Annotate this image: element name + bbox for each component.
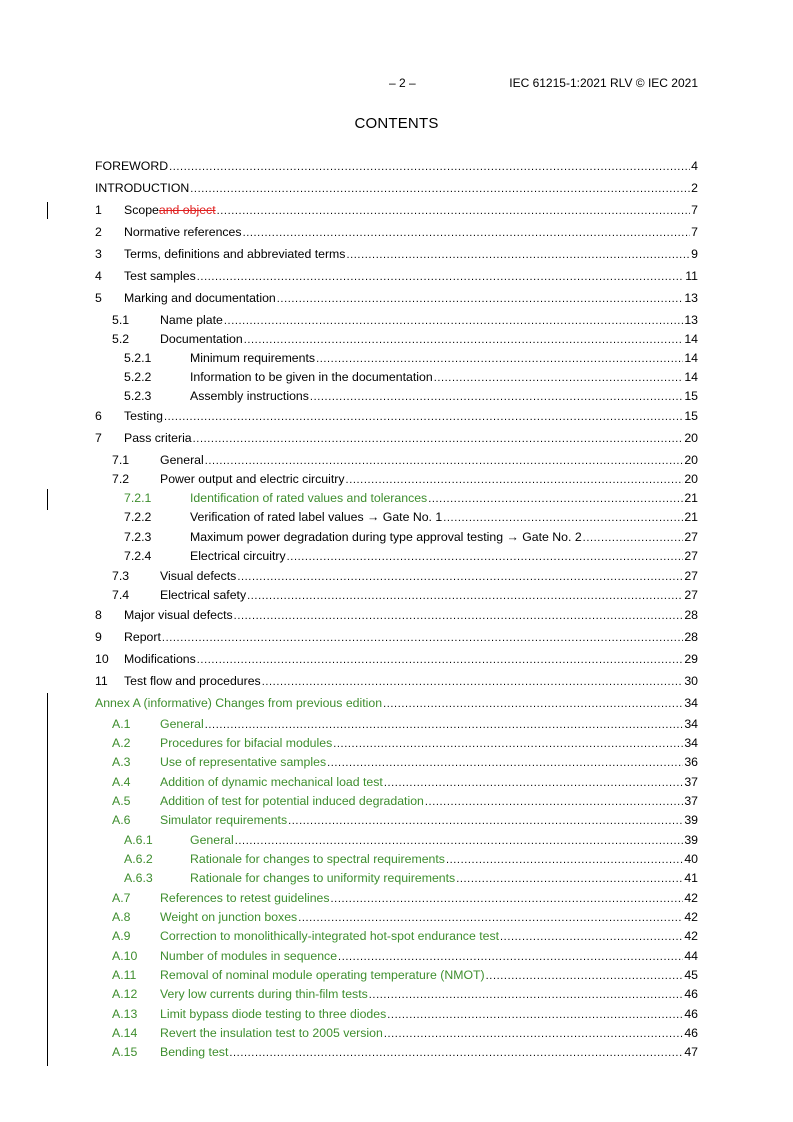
toc-entry-title: Name plate xyxy=(160,313,223,327)
toc-entry-number: 10 xyxy=(95,652,109,666)
toc-entry-number: 6 xyxy=(95,409,102,423)
toc-entry-number: 8 xyxy=(95,608,102,622)
toc-entry-title: Bending test xyxy=(160,1045,229,1059)
toc-entry-number: A.9 xyxy=(112,929,131,943)
toc-entry-page: 7 xyxy=(691,225,698,239)
toc-entry-title: Use of representative samples xyxy=(160,755,327,769)
toc-leader-dots xyxy=(310,388,683,407)
toc-entry-title: Marking and documentation xyxy=(124,291,276,305)
toc-entry-number: A.7 xyxy=(112,891,131,905)
toc-leader-dots xyxy=(384,1025,683,1044)
toc-entry-title: Correction to monolithically-integrated hot-spot endurance test xyxy=(160,929,500,943)
toc-leader-dots xyxy=(346,471,684,490)
toc-entry-title: Test samples xyxy=(124,269,196,283)
toc-leader-dots xyxy=(235,832,684,851)
toc-entry[interactable] xyxy=(112,311,698,330)
toc-entry-title: Report xyxy=(124,630,161,644)
toc-entry[interactable] xyxy=(112,811,698,830)
toc-entry[interactable] xyxy=(112,889,698,908)
toc-entry-number: A.6.3 xyxy=(124,871,153,885)
toc-entry-number: 5.2 xyxy=(112,332,130,346)
toc-entry-page: 42 xyxy=(684,910,698,924)
toc-entry-title: Weight on junction boxes xyxy=(160,910,298,924)
toc-entry-title: Power output and electric circuitry xyxy=(160,472,345,486)
toc-entry[interactable] xyxy=(112,773,698,792)
toc-entry-page: 20 xyxy=(684,453,698,467)
toc-entry-title: Visual defects xyxy=(160,569,237,583)
toc-leader-dots xyxy=(387,1006,683,1025)
toc-entry-title: Very low currents during thin-film tests xyxy=(160,987,368,1001)
toc-entry[interactable] xyxy=(95,650,698,669)
toc-entry[interactable] xyxy=(95,267,698,286)
toc-leader-dots xyxy=(197,268,684,287)
toc-leader-dots xyxy=(237,568,683,587)
toc-entry-title: Removal of nominal module operating temperature (NMOT) xyxy=(160,968,485,982)
toc-entry-page: 40 xyxy=(684,852,698,866)
toc-entry-title: FOREWORD xyxy=(95,159,169,173)
toc-entry-number: A.10 xyxy=(112,949,138,963)
toc-entry-page: 37 xyxy=(684,794,698,808)
toc-entry-page: 15 xyxy=(684,389,698,403)
toc-entry[interactable] xyxy=(112,927,698,946)
toc-entry-title: Annex A (informative) Changes from previous edition xyxy=(95,696,383,710)
toc-entry-page: 7 xyxy=(691,203,698,217)
toc-leader-dots xyxy=(331,890,684,909)
toc-entry-title: Addition of dynamic mechanical load test xyxy=(160,775,383,789)
toc-entry-page: 21 xyxy=(684,510,698,524)
toc-entry[interactable] xyxy=(112,330,698,349)
toc-entry[interactable] xyxy=(112,1005,698,1024)
toc-leader-dots xyxy=(428,490,683,509)
toc-entry-page: 34 xyxy=(684,696,698,710)
toc-entry-title: Information to be given in the documentation xyxy=(190,370,433,384)
toc-entry-title: Test flow and procedures xyxy=(124,674,261,688)
toc-leader-dots xyxy=(229,1044,683,1063)
toc-leader-dots xyxy=(197,651,684,670)
toc-leader-dots xyxy=(333,735,683,754)
toc-entry-title: Modifications xyxy=(124,652,196,666)
toc-entry-page: 47 xyxy=(684,1045,698,1059)
toc-entry[interactable] xyxy=(124,831,698,850)
toc-entry-title: General xyxy=(160,717,204,731)
toc-leader-dots xyxy=(262,673,684,692)
toc-leader-dots xyxy=(425,793,683,812)
toc-leader-dots xyxy=(217,202,691,221)
toc-entry[interactable] xyxy=(124,349,698,368)
toc-entry-number: A.13 xyxy=(112,1007,138,1021)
toc-leader-dots xyxy=(277,290,684,309)
toc-entry-title: Electrical safety xyxy=(160,588,247,602)
toc-entry-number: 5 xyxy=(95,291,102,305)
toc-entry-number: 1 xyxy=(95,203,102,217)
toc-entry-page: 14 xyxy=(684,351,698,365)
toc-entry[interactable] xyxy=(95,429,698,448)
toc-entry-page: 34 xyxy=(684,736,698,750)
toc-entry-number: 2 xyxy=(95,225,102,239)
toc-entry[interactable] xyxy=(124,387,698,406)
change-bar xyxy=(47,693,48,1066)
toc-entry[interactable] xyxy=(112,966,698,985)
toc-entry-page: 46 xyxy=(684,987,698,1001)
toc-entry[interactable] xyxy=(124,528,698,547)
toc-leader-dots xyxy=(369,986,684,1005)
toc-entry-title: Minimum requirements xyxy=(190,351,316,365)
toc-entry-number: 7.2 xyxy=(112,472,130,486)
toc-entry[interactable] xyxy=(112,792,698,811)
toc-entry-title: Verification of rated label values → Gate No. 1 xyxy=(190,510,443,524)
toc-entry[interactable] xyxy=(124,547,698,566)
toc-entry-page: 46 xyxy=(684,1026,698,1040)
toc-entry-title: INTRODUCTION xyxy=(95,181,190,195)
page-header xyxy=(95,76,698,92)
toc-leader-dots xyxy=(298,909,683,928)
toc-entry-page: 13 xyxy=(684,291,698,305)
toc-leader-dots xyxy=(583,529,684,548)
toc-entry-page: 39 xyxy=(684,813,698,827)
toc-entry-number: A.3 xyxy=(112,755,131,769)
toc-entry[interactable] xyxy=(112,586,698,605)
toc-leader-dots xyxy=(486,967,684,986)
toc-entry[interactable] xyxy=(95,245,698,264)
toc-entry-title: Testing xyxy=(124,409,163,423)
toc-entry-number: 5.2.3 xyxy=(124,389,152,403)
toc-entry-title: General xyxy=(190,833,234,847)
toc-entry-page: 2 xyxy=(691,181,698,195)
toc-leader-dots xyxy=(446,851,683,870)
toc-entry-page: 20 xyxy=(684,472,698,486)
toc-entry-page: 27 xyxy=(684,530,698,544)
toc-leader-dots xyxy=(288,812,683,831)
toc-entry-number: 7.2.2 xyxy=(124,510,152,524)
toc-entry[interactable] xyxy=(124,869,698,888)
toc-entry-number: 5.1 xyxy=(112,313,130,327)
page-number: – 2 – xyxy=(389,76,416,90)
toc-leader-dots xyxy=(443,509,683,528)
toc-entry-number: A.8 xyxy=(112,910,131,924)
toc-leader-dots xyxy=(384,774,683,793)
toc-entry-number: A.1 xyxy=(112,717,131,731)
page-title: CONTENTS xyxy=(354,115,439,132)
toc-entry-number: 7 xyxy=(95,431,102,445)
toc-entry[interactable] xyxy=(95,201,698,220)
toc-entry-title: Number of modules in sequence xyxy=(160,949,338,963)
toc-entry-page: 30 xyxy=(684,674,698,688)
change-bar xyxy=(47,202,48,219)
toc-entry-number: 9 xyxy=(95,630,102,644)
toc-entry-page: 27 xyxy=(684,569,698,583)
toc-entry-page: 27 xyxy=(684,549,698,563)
toc-entry[interactable] xyxy=(95,694,698,713)
toc-leader-dots xyxy=(234,607,684,626)
toc-entry-title: General xyxy=(160,453,204,467)
toc-entry-page: 37 xyxy=(684,775,698,789)
toc-entry-page: 20 xyxy=(684,431,698,445)
toc-entry[interactable] xyxy=(95,223,698,242)
toc-entry-number: 7.2.3 xyxy=(124,530,152,544)
toc-leader-dots xyxy=(205,452,684,471)
toc-entry[interactable] xyxy=(124,489,698,508)
toc-entry-title: Revert the insulation test to 2005 version xyxy=(160,1026,383,1040)
toc-leader-dots xyxy=(164,408,683,427)
toc-entry-title: Rationale for changes to spectral requirements xyxy=(190,852,445,866)
toc-entry-page: 21 xyxy=(684,491,698,505)
toc-leader-dots xyxy=(456,870,683,889)
toc-entry-number: A.12 xyxy=(112,987,138,1001)
toc-entry-number: A.2 xyxy=(112,736,131,750)
toc-leader-dots xyxy=(383,695,683,714)
toc-entry-number: A.14 xyxy=(112,1026,138,1040)
toc-entry[interactable] xyxy=(112,908,698,927)
toc-entry-title: Addition of test for potential induced degradation xyxy=(160,794,424,808)
toc-entry-page: 9 xyxy=(691,247,698,261)
toc-entry-page: 42 xyxy=(684,891,698,905)
toc-leader-dots xyxy=(244,331,684,350)
toc-entry-title: Scope xyxy=(124,203,159,217)
toc-entry-number: 7.1 xyxy=(112,453,130,467)
toc-entry-number: A.6.2 xyxy=(124,852,153,866)
toc-entry-title: Limit bypass diode testing to three diodes xyxy=(160,1007,387,1021)
toc-entry[interactable] xyxy=(112,985,698,1004)
toc-leader-dots xyxy=(193,430,684,449)
toc-leader-dots xyxy=(224,312,683,331)
toc-entry[interactable] xyxy=(112,715,698,734)
toc-entry-number: 7.2.1 xyxy=(124,491,152,505)
toc-entry-title: Assembly instructions xyxy=(190,389,309,403)
toc-entry-number: A.4 xyxy=(112,775,131,789)
toc-entry-title: Major visual defects xyxy=(124,608,233,622)
toc-entry-number: 3 xyxy=(95,247,102,261)
toc-entry-page: 28 xyxy=(684,630,698,644)
toc-entry[interactable] xyxy=(95,606,698,625)
toc-entry-number: 7.2.4 xyxy=(124,549,152,563)
toc-entry[interactable] xyxy=(112,1043,698,1062)
toc-leader-dots xyxy=(169,158,690,177)
toc-entry-page: 41 xyxy=(684,871,698,885)
toc-entry-title: Normative references xyxy=(124,225,242,239)
toc-entry[interactable] xyxy=(95,289,698,308)
toc-entry-number: 5.2.2 xyxy=(124,370,152,384)
toc-entry-page: 14 xyxy=(684,370,698,384)
toc-leader-dots xyxy=(327,754,683,773)
toc-entry-page: 15 xyxy=(684,409,698,423)
toc-entry-page: 11 xyxy=(685,269,698,283)
toc-entry-title: Pass criteria xyxy=(124,431,192,445)
toc-leader-dots xyxy=(316,350,683,369)
toc-leader-dots xyxy=(287,548,684,567)
toc-leader-dots xyxy=(243,224,691,243)
toc-entry-number: 7.4 xyxy=(112,588,130,602)
toc-leader-dots xyxy=(205,716,684,735)
toc-entry-title: Procedures for bifacial modules xyxy=(160,736,333,750)
toc-entry-page: 27 xyxy=(684,588,698,602)
toc-entry-number: 5.2.1 xyxy=(124,351,152,365)
toc-entry-number: A.6.1 xyxy=(124,833,153,847)
toc-entry-title: Documentation xyxy=(160,332,243,346)
toc-entry[interactable] xyxy=(95,179,698,198)
toc-entry-title: Terms, definitions and abbreviated terms xyxy=(124,247,346,261)
toc-entry[interactable] xyxy=(95,157,698,176)
toc-entry-title: Rationale for changes to uniformity requirements xyxy=(190,871,456,885)
toc-entry[interactable] xyxy=(95,628,698,647)
toc-leader-dots xyxy=(338,948,683,967)
toc-entry-number: A.15 xyxy=(112,1045,138,1059)
toc-entry[interactable] xyxy=(95,407,698,426)
toc-leader-dots xyxy=(346,246,690,265)
toc-entry[interactable] xyxy=(112,451,698,470)
toc-entry-page: 42 xyxy=(684,929,698,943)
toc-entry-title: References to retest guidelines xyxy=(160,891,330,905)
toc-entry-title: Identification of rated values and tolerances xyxy=(190,491,428,505)
toc-entry-page: 34 xyxy=(684,717,698,731)
toc-entry-page: 4 xyxy=(691,159,698,173)
toc-entry[interactable] xyxy=(112,1024,698,1043)
toc-entry[interactable] xyxy=(112,734,698,753)
toc-leader-dots xyxy=(247,587,683,606)
toc-entry-number: A.6 xyxy=(112,813,131,827)
toc-entry-title: Maximum power degradation during type approval testing → Gate No. 2 xyxy=(190,530,582,544)
toc-entry[interactable] xyxy=(112,470,698,489)
toc-entry-page: 45 xyxy=(684,968,698,982)
toc-entry-page: 29 xyxy=(684,652,698,666)
toc-entry-number: A.5 xyxy=(112,794,131,808)
toc-entry[interactable] xyxy=(112,567,698,586)
toc-entry-number: 7.3 xyxy=(112,569,130,583)
toc-entry[interactable] xyxy=(124,850,698,869)
toc-entry-number: 11 xyxy=(95,674,108,688)
toc-entry-title: Simulator requirements xyxy=(160,813,288,827)
document-id: IEC 61215-1:2021 RLV © IEC 2021 xyxy=(509,76,698,90)
toc-entry-page: 14 xyxy=(684,332,698,346)
toc-entry-page: 28 xyxy=(684,608,698,622)
toc-leader-dots xyxy=(500,928,683,947)
toc-entry[interactable] xyxy=(112,753,698,772)
toc-entry[interactable] xyxy=(124,508,698,527)
toc-entry-title: Electrical circuitry xyxy=(190,549,286,563)
toc-entry-deleted-text: and object xyxy=(158,203,216,217)
toc-leader-dots xyxy=(162,629,683,648)
toc-leader-dots xyxy=(190,180,690,199)
toc-entry[interactable] xyxy=(124,368,698,387)
toc-entry-page: 13 xyxy=(684,313,698,327)
toc-entry-page: 46 xyxy=(684,1007,698,1021)
toc-entry-number: 4 xyxy=(95,269,102,283)
toc-leader-dots xyxy=(434,369,684,388)
change-bar xyxy=(47,489,48,510)
toc-entry-page: 39 xyxy=(684,833,698,847)
toc-entry-number: A.11 xyxy=(112,968,137,982)
toc-entry[interactable] xyxy=(112,947,698,966)
toc-entry-page: 44 xyxy=(684,949,698,963)
toc-entry-page: 36 xyxy=(684,755,698,769)
toc-entry[interactable] xyxy=(95,672,698,691)
